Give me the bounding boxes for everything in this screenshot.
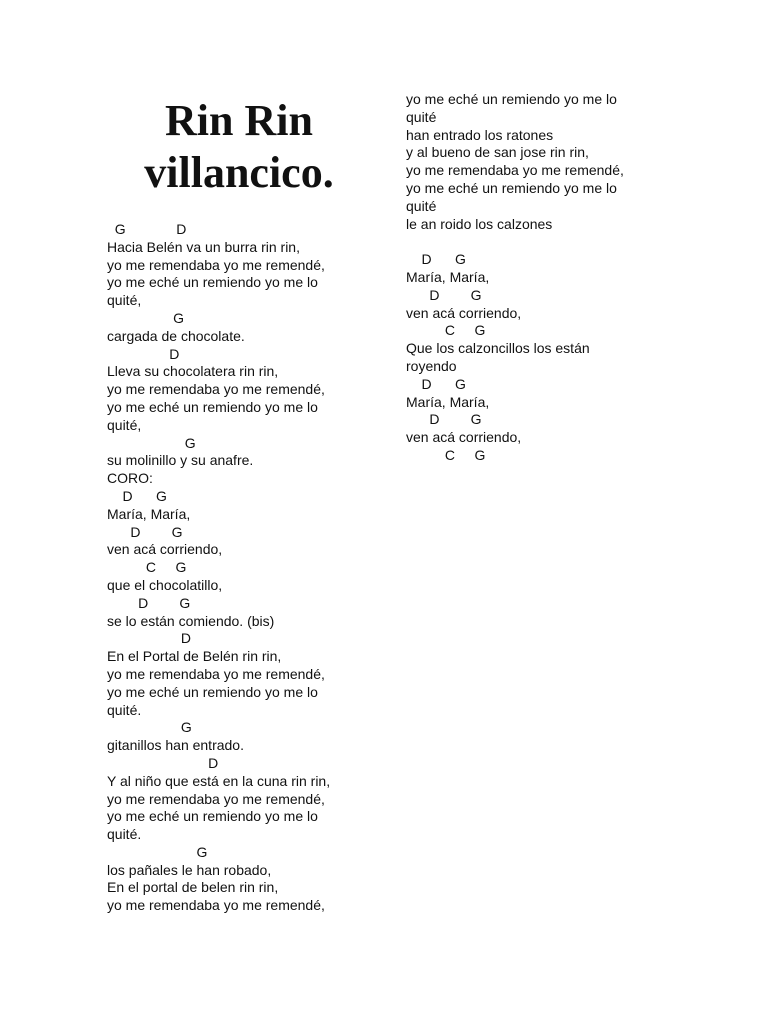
chord-line: C G <box>107 559 187 576</box>
lyric-line: quité <box>406 108 437 125</box>
left-column <box>107 95 367 915</box>
chord-line: G D <box>107 221 187 237</box>
lyric-line: yo me eché un remiendo yo me lo <box>107 808 318 825</box>
chord-line: D G <box>406 375 466 392</box>
chord-line: D G <box>107 594 191 611</box>
lyric-line: yo me eché un remiendo yo me lo <box>107 398 318 415</box>
lyric-line: CORO: <box>107 470 153 487</box>
lyric-line: En el portal de belen rin rin, <box>107 879 279 896</box>
lyric-line: se lo están comiendo. (bis) <box>107 612 275 629</box>
lyric-line: quité, <box>107 292 142 309</box>
lyric-line: María, María, <box>406 268 490 285</box>
lyric-line: han entrado los ratones <box>406 126 554 143</box>
lyric-line: Hacia Belén va un burra rin rin, <box>107 238 300 255</box>
lyric-line: ven acá corriendo, <box>107 541 223 558</box>
chord-line: D <box>107 630 192 647</box>
right-lyrics <box>406 91 666 465</box>
lyric-line: María, María, <box>107 505 191 522</box>
lyric-line: gitanillos han entrado. <box>107 737 244 754</box>
chord-line: C G <box>406 446 486 463</box>
chord-line: D <box>107 754 219 771</box>
lyric-line: En el Portal de Belén rin rin, <box>107 648 282 665</box>
lyric-line: Lleva su chocolatera rin rin, <box>107 363 279 380</box>
lyric-line: ven acá corriendo, <box>406 429 522 446</box>
title-line-2: villancico. <box>144 148 334 197</box>
lyric-line: yo me remendaba yo me remendé, <box>107 381 325 398</box>
lyric-line: yo me remendaba yo me remendé, <box>107 897 325 914</box>
lyric-line: y al bueno de san jose rin rin, <box>406 144 589 161</box>
lyric-line: yo me eché un remiendo yo me lo <box>107 274 318 291</box>
left-lyrics <box>107 221 367 915</box>
lyric-line: quité. <box>107 701 142 718</box>
chord-line: G <box>107 843 208 860</box>
lyric-line: que el chocolatillo, <box>107 576 223 593</box>
lyric-line: quité <box>406 197 437 214</box>
lyric-line: cargada de chocolate. <box>107 327 245 344</box>
blank-line <box>406 233 666 251</box>
lyric-line: yo me remendaba yo me remendé, <box>406 162 624 179</box>
chord-line: D G <box>406 286 482 303</box>
lyric-line: yo me remendaba yo me remendé, <box>107 256 325 273</box>
chord-line: G <box>107 434 196 451</box>
lyric-line: yo me eché un remiendo yo me lo <box>406 91 617 107</box>
lyric-line: María, María, <box>406 393 490 410</box>
chord-line: C G <box>406 322 486 339</box>
lyric-line: quité, <box>107 416 142 433</box>
song-title <box>109 95 369 199</box>
right-column <box>406 91 666 465</box>
lyric-line: Y al niño que está en la cuna rin rin, <box>107 772 331 789</box>
lyric-line: los pañales le han robado, <box>107 861 272 878</box>
title-line-1: Rin Rin <box>165 96 313 145</box>
lyric-line: yo me eché un remiendo yo me lo <box>107 683 318 700</box>
chord-line: D G <box>406 411 482 428</box>
chord-line: G <box>107 719 192 736</box>
lyric-line: ven acá corriendo, <box>406 304 522 321</box>
lyric-line: yo me remendaba yo me remendé, <box>107 790 325 807</box>
chord-line: D <box>107 345 180 362</box>
lyric-line: su molinillo y su anafre. <box>107 452 254 469</box>
lyric-line: royendo <box>406 357 457 374</box>
chord-line: D G <box>107 487 167 504</box>
lyric-line: quité. <box>107 826 142 843</box>
lyric-line: le an roido los calzones <box>406 215 553 232</box>
lyric-line: yo me remendaba yo me remendé, <box>107 665 325 682</box>
lyric-line: yo me eché un remiendo yo me lo <box>406 179 617 196</box>
chord-line: G <box>107 309 185 326</box>
chord-line: D G <box>406 251 466 268</box>
chord-line: D G <box>107 523 183 540</box>
lyric-line: Que los calzoncillos los están <box>406 340 590 357</box>
